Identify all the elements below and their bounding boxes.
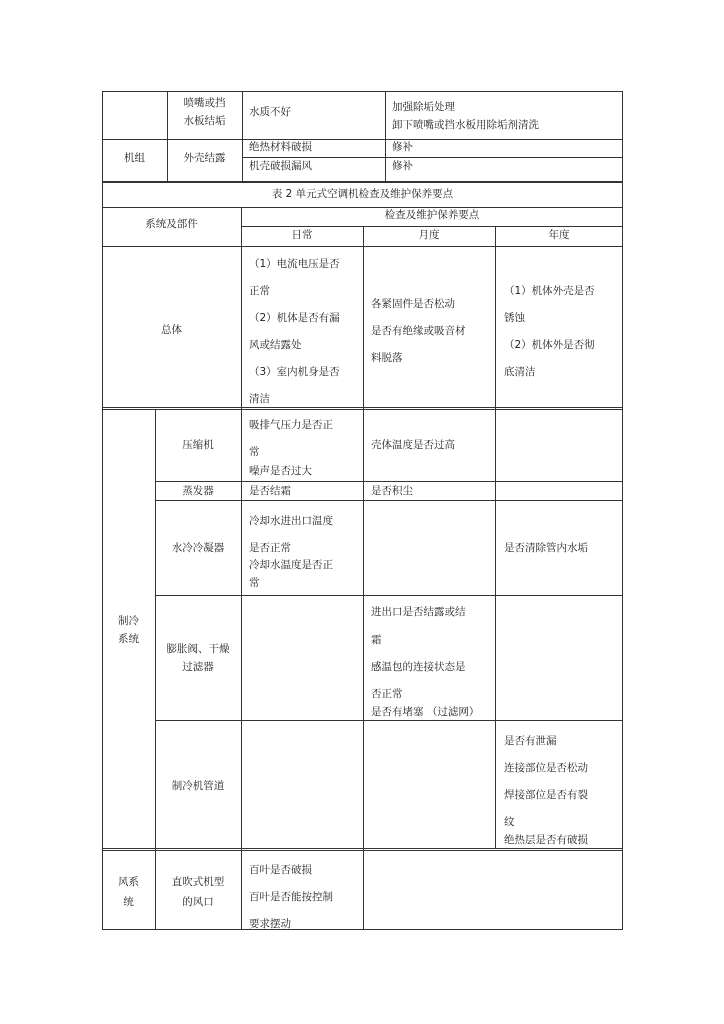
evaporator-bottom-line xyxy=(155,500,623,501)
overall-monthly-3: 料脱落 xyxy=(371,352,403,364)
section-divider-refrigeration xyxy=(102,407,623,410)
nozzle-label-2: 水板结垢 xyxy=(183,115,226,127)
unit-group-label: 机组 xyxy=(124,152,145,164)
header-daily: 日常 xyxy=(291,229,313,241)
casing-leak-cause: 机壳破损漏风 xyxy=(249,160,312,172)
vent-daily-1: 百叶是否破损 xyxy=(249,864,312,876)
overall-yearly-3: （2）机体外是否彻 xyxy=(504,339,595,351)
overall-yearly-1: （1）机体外壳是否 xyxy=(504,285,595,297)
condenser-label: 水冷冷凝器 xyxy=(171,542,225,554)
condenser-yearly: 是否清除管内水垢 xyxy=(504,542,588,554)
top-divider-3 xyxy=(385,91,386,181)
repair-remedy-2: 修补 xyxy=(392,160,413,172)
col-divider-daily xyxy=(241,246,242,930)
vent-daily-3: 要求摆动 xyxy=(249,918,291,930)
expansion-monthly-2: 霜 xyxy=(371,634,382,646)
expansion-monthly-1: 进出口是否结露或结 xyxy=(371,606,466,618)
top-divider-2 xyxy=(242,91,243,181)
title-bottom-line xyxy=(102,207,623,208)
piping-yearly-2: 连接部位是否松动 xyxy=(504,762,588,774)
refrigeration-system-label-1: 制冷 xyxy=(118,615,139,627)
nozzle-label-1: 喷嘴或挡 xyxy=(183,97,226,109)
condenser-bottom-line xyxy=(155,595,623,596)
piping-yearly-5: 绝热层是否有破损 xyxy=(504,834,588,846)
compressor-daily-2: 常 xyxy=(249,446,260,458)
overall-yearly-4: 底清洁 xyxy=(504,366,536,378)
vent-label-1: 直吹式机型 xyxy=(171,876,225,888)
compressor-label: 压缩机 xyxy=(182,439,214,451)
condenser-daily-2: 是否正常 xyxy=(249,542,291,554)
table2-title: 表 2 单元式空调机检查及维护保养要点 xyxy=(271,188,454,200)
overall-daily-4: 风或结露处 xyxy=(249,339,302,351)
header-monthly: 月度 xyxy=(418,229,440,241)
vent-label-2: 的风口 xyxy=(182,896,214,908)
expansion-monthly-4: 否正常 xyxy=(371,688,403,700)
header-yearly: 年度 xyxy=(548,229,570,241)
header-mid-line xyxy=(241,226,623,227)
air-system-label-1: 风系 xyxy=(118,876,139,888)
top-row-line-2 xyxy=(242,157,623,158)
evaporator-daily: 是否结霜 xyxy=(249,485,291,497)
repair-remedy-1: 修补 xyxy=(392,141,413,153)
remedy-clean-nozzle: 卸下喷嘴或挡水板用除垢剂清洗 xyxy=(392,119,539,131)
overall-daily-6: 清洁 xyxy=(249,393,270,405)
insulation-damaged-cause: 绝热材料破损 xyxy=(249,141,312,153)
compressor-daily-1: 吸排气压力是否正 xyxy=(249,419,333,431)
compressor-daily-3: 噪声是否过大 xyxy=(249,465,312,477)
col-divider-yearly xyxy=(495,226,496,848)
overall-yearly-2: 锈蚀 xyxy=(504,312,525,324)
condenser-daily-1: 冷却水进出口温度 xyxy=(249,515,333,527)
piping-yearly-3: 焊接部位是否有裂 xyxy=(504,789,588,801)
header-check-points: 检查及维护保养要点 xyxy=(384,209,480,221)
evaporator-label: 蒸发器 xyxy=(182,485,214,497)
shell-condensation-label: 外壳结露 xyxy=(183,152,226,164)
overall-monthly-2: 是否有绝缘或吸音材 xyxy=(371,325,466,337)
overall-daily-1: （1）电流电压是否 xyxy=(249,258,340,270)
expansion-label-2: 过滤器 xyxy=(182,661,214,673)
remedy-descale: 加强除垢处理 xyxy=(392,101,455,113)
air-system-label-2: 统 xyxy=(123,896,134,908)
condenser-daily-3: 冷却水温度是否正 xyxy=(249,559,333,571)
evaporator-monthly: 是否积尘 xyxy=(371,485,413,497)
overall-daily-2: 正常 xyxy=(249,285,270,297)
top-row-line-1 xyxy=(102,139,623,140)
header-system-parts: 系统及部件 xyxy=(145,218,198,230)
expansion-label-1: 膨胀阀、干燥 xyxy=(166,643,230,655)
col-divider-monthly xyxy=(363,226,364,930)
refrigeration-system-label-2: 系统 xyxy=(118,633,139,645)
expansion-monthly-5: 是否有堵塞 （过滤网） xyxy=(371,706,480,718)
overall-monthly-1: 各紧固件是否松动 xyxy=(371,298,455,310)
piping-label: 制冷机管道 xyxy=(171,780,225,792)
section-divider-air xyxy=(102,848,623,851)
expansion-bottom-line xyxy=(155,720,623,721)
condenser-daily-4: 常 xyxy=(249,577,260,589)
vent-daily-2: 百叶是否能按控制 xyxy=(249,891,333,903)
water-quality-cause: 水质不好 xyxy=(249,106,291,118)
piping-yearly-4: 纹 xyxy=(504,816,515,828)
compressor-bottom-line xyxy=(155,481,623,482)
overall-daily-3: （2）机体是否有漏 xyxy=(249,312,340,324)
overall-daily-5: （3）室内机身是否 xyxy=(249,366,340,378)
piping-yearly-1: 是否有泄漏 xyxy=(504,735,557,747)
overall-label: 总体 xyxy=(161,324,182,336)
expansion-monthly-3: 感温包的连接状态是 xyxy=(371,661,466,673)
compressor-monthly: 壳体温度是否过高 xyxy=(371,439,455,451)
